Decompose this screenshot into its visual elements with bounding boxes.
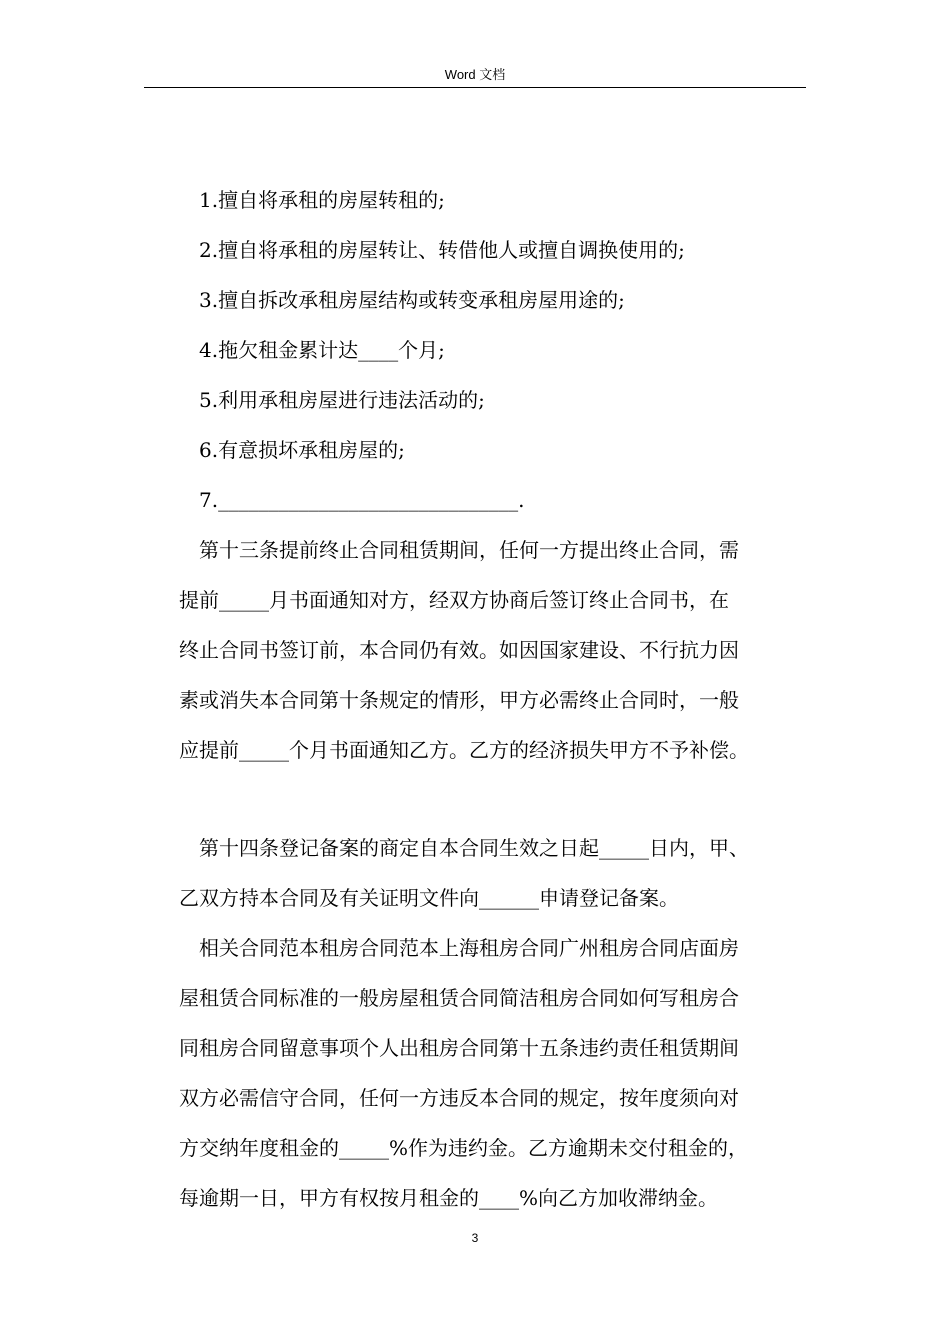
article-15-line-4: 双方必需信守合同，任何一方违反本合同的规定，按年度须向对 <box>179 1086 739 1110</box>
list-item-6: 6.有意损坏承租房屋的; <box>199 438 405 462</box>
article-15-line-1: 相关合同范本租房合同范本上海租房合同广州租房合同店面房 <box>199 936 739 960</box>
article-15-line-5: 方交纳年度租金的_____%作为违约金。乙方逾期未交付租金的， <box>179 1136 749 1160</box>
list-item-2: 2.擅自将承租的房屋转让、转借他人或擅自调换使用的; <box>199 238 685 262</box>
article-15-line-3: 同租房合同留意事项个人出租房合同第十五条违约责任租赁期间 <box>179 1036 739 1060</box>
article-13-line-3: 终止合同书签订前，本合同仍有效。如因国家建设、不行抗力因 <box>179 638 739 662</box>
list-item-1: 1.擅自将承租的房屋转租的; <box>199 188 445 212</box>
header-divider <box>144 87 806 88</box>
article-13-line-1: 第十三条提前终止合同租赁期间，任何一方提出终止合同，需 <box>199 538 739 562</box>
list-item-4: 4.拖欠租金累计达____个月; <box>199 338 445 362</box>
page-header-title: Word 文档 <box>444 67 506 82</box>
page-number: 3 <box>471 1231 479 1245</box>
article-13-line-5: 应提前_____个月书面通知乙方。乙方的经济损失甲方不予补偿。 <box>179 738 749 762</box>
article-13-line-2: 提前_____月书面通知对方，经双方协商后签订终止合同书，在 <box>179 588 729 612</box>
article-15-line-6: 每逾期一日，甲方有权按月租金的____%向乙方加收滞纳金。 <box>179 1186 719 1210</box>
list-item-3: 3.擅自拆改承租房屋结构或转变承租房屋用途的; <box>199 288 625 312</box>
article-13-line-4: 素或消失本合同第十条规定的情形，甲方必需终止合同时，一般 <box>179 688 739 712</box>
article-15-line-2: 屋租赁合同标准的一般房屋租赁合同简洁租房合同如何写租房合 <box>179 986 739 1010</box>
article-14-line-1: 第十四条登记备案的商定自本合同生效之日起_____日内，甲、 <box>199 836 749 860</box>
list-item-5: 5.利用承租房屋进行违法活动的; <box>199 388 485 412</box>
article-14-line-2: 乙双方持本合同及有关证明文件向______申请登记备案。 <box>179 886 679 910</box>
list-item-7: 7.______________________________. <box>199 488 525 512</box>
